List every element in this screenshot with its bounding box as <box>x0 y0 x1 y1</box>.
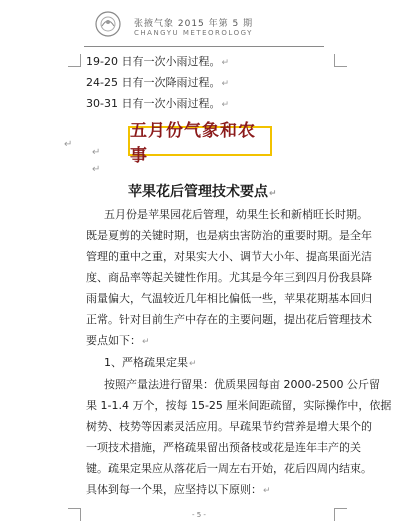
page-header <box>94 8 324 48</box>
crop-mark-top-left <box>68 54 81 67</box>
crop-mark-top-right <box>334 54 347 67</box>
section-title-box <box>128 121 272 166</box>
article-line: 按照产量法进行留果：优质果园每亩 2000-2500 公斤留 <box>104 378 380 391</box>
header-title: 张掖气象 2015 年第 5 期 <box>134 19 254 29</box>
list-item-heading: 1、严格疏果定果↵ <box>104 356 197 369</box>
paragraph-mark: ↵ <box>92 147 101 158</box>
crop-mark-bottom-left <box>68 508 81 521</box>
header-subtitle: CHANGYU METEOROLOGY <box>134 29 253 37</box>
forecast-line: 24-25 日有一次降雨过程。↵ <box>86 76 230 89</box>
meteorology-logo-icon <box>94 10 122 38</box>
paragraph-mark: ↵ <box>142 337 150 347</box>
article-line: 键。疏果定果应从落花后一周左右开始，花后四周内结束。 <box>86 462 372 475</box>
article-line: 具体到每一个果，应坚持以下原则：↵ <box>86 483 271 496</box>
paragraph-mark: ↵ <box>92 164 101 175</box>
article-line: 果 1-1.4 万个，按每 15-25 厘米间距疏留，实际操作中，依据 <box>86 399 392 412</box>
article-title: 苹果花后管理技术要点↵ <box>128 184 277 200</box>
paragraph-mark: ↵ <box>64 139 73 150</box>
paragraph-mark: ↵ <box>263 486 271 496</box>
article-line: 正常。针对目前生产中存在的主要问题，提出花后管理技术 <box>86 313 372 326</box>
article-line: 既是夏剪的关键时期，也是病虫害防治的重要时期。是全年 <box>86 229 372 242</box>
paragraph-mark: ↵ <box>221 58 230 68</box>
forecast-line: 19-20 日有一次小雨过程。↵ <box>86 55 230 68</box>
paragraph-mark: ↵ <box>221 79 230 89</box>
paragraph-mark: ↵ <box>269 189 277 199</box>
article-line: 管理的重中之重，对果实大小、调节大小年、提高果面光洁 <box>86 250 372 263</box>
crop-mark-bottom-right <box>334 508 347 521</box>
article-line: 树势、枝势等因素灵活应用。早疏果节约营养是增大果个的 <box>86 420 372 433</box>
paragraph-mark: ↵ <box>189 359 197 369</box>
article-line: 五月份是苹果园花后管理，幼果生长和新梢旺长时期。 <box>104 208 368 221</box>
article-line: 要点如下：↵ <box>86 334 150 347</box>
article-line: 雨量偏大，气温较近几年相比偏低一些，苹果花期基本回归 <box>86 292 372 305</box>
forecast-line: 30-31 日有一次小雨过程。↵ <box>86 97 230 110</box>
paragraph-mark: ↵ <box>221 100 230 110</box>
article-line: 度、商品率等起关键性作用。尤其是今年三到四月份我县降 <box>86 271 372 284</box>
header-divider <box>84 46 324 47</box>
section-title: 五月份气象和农事 <box>130 121 256 166</box>
article-line: 一项技术措施，严格疏果留出预备枝或花是连年丰产的关 <box>86 441 361 454</box>
page-number: - 5 - <box>192 511 206 519</box>
